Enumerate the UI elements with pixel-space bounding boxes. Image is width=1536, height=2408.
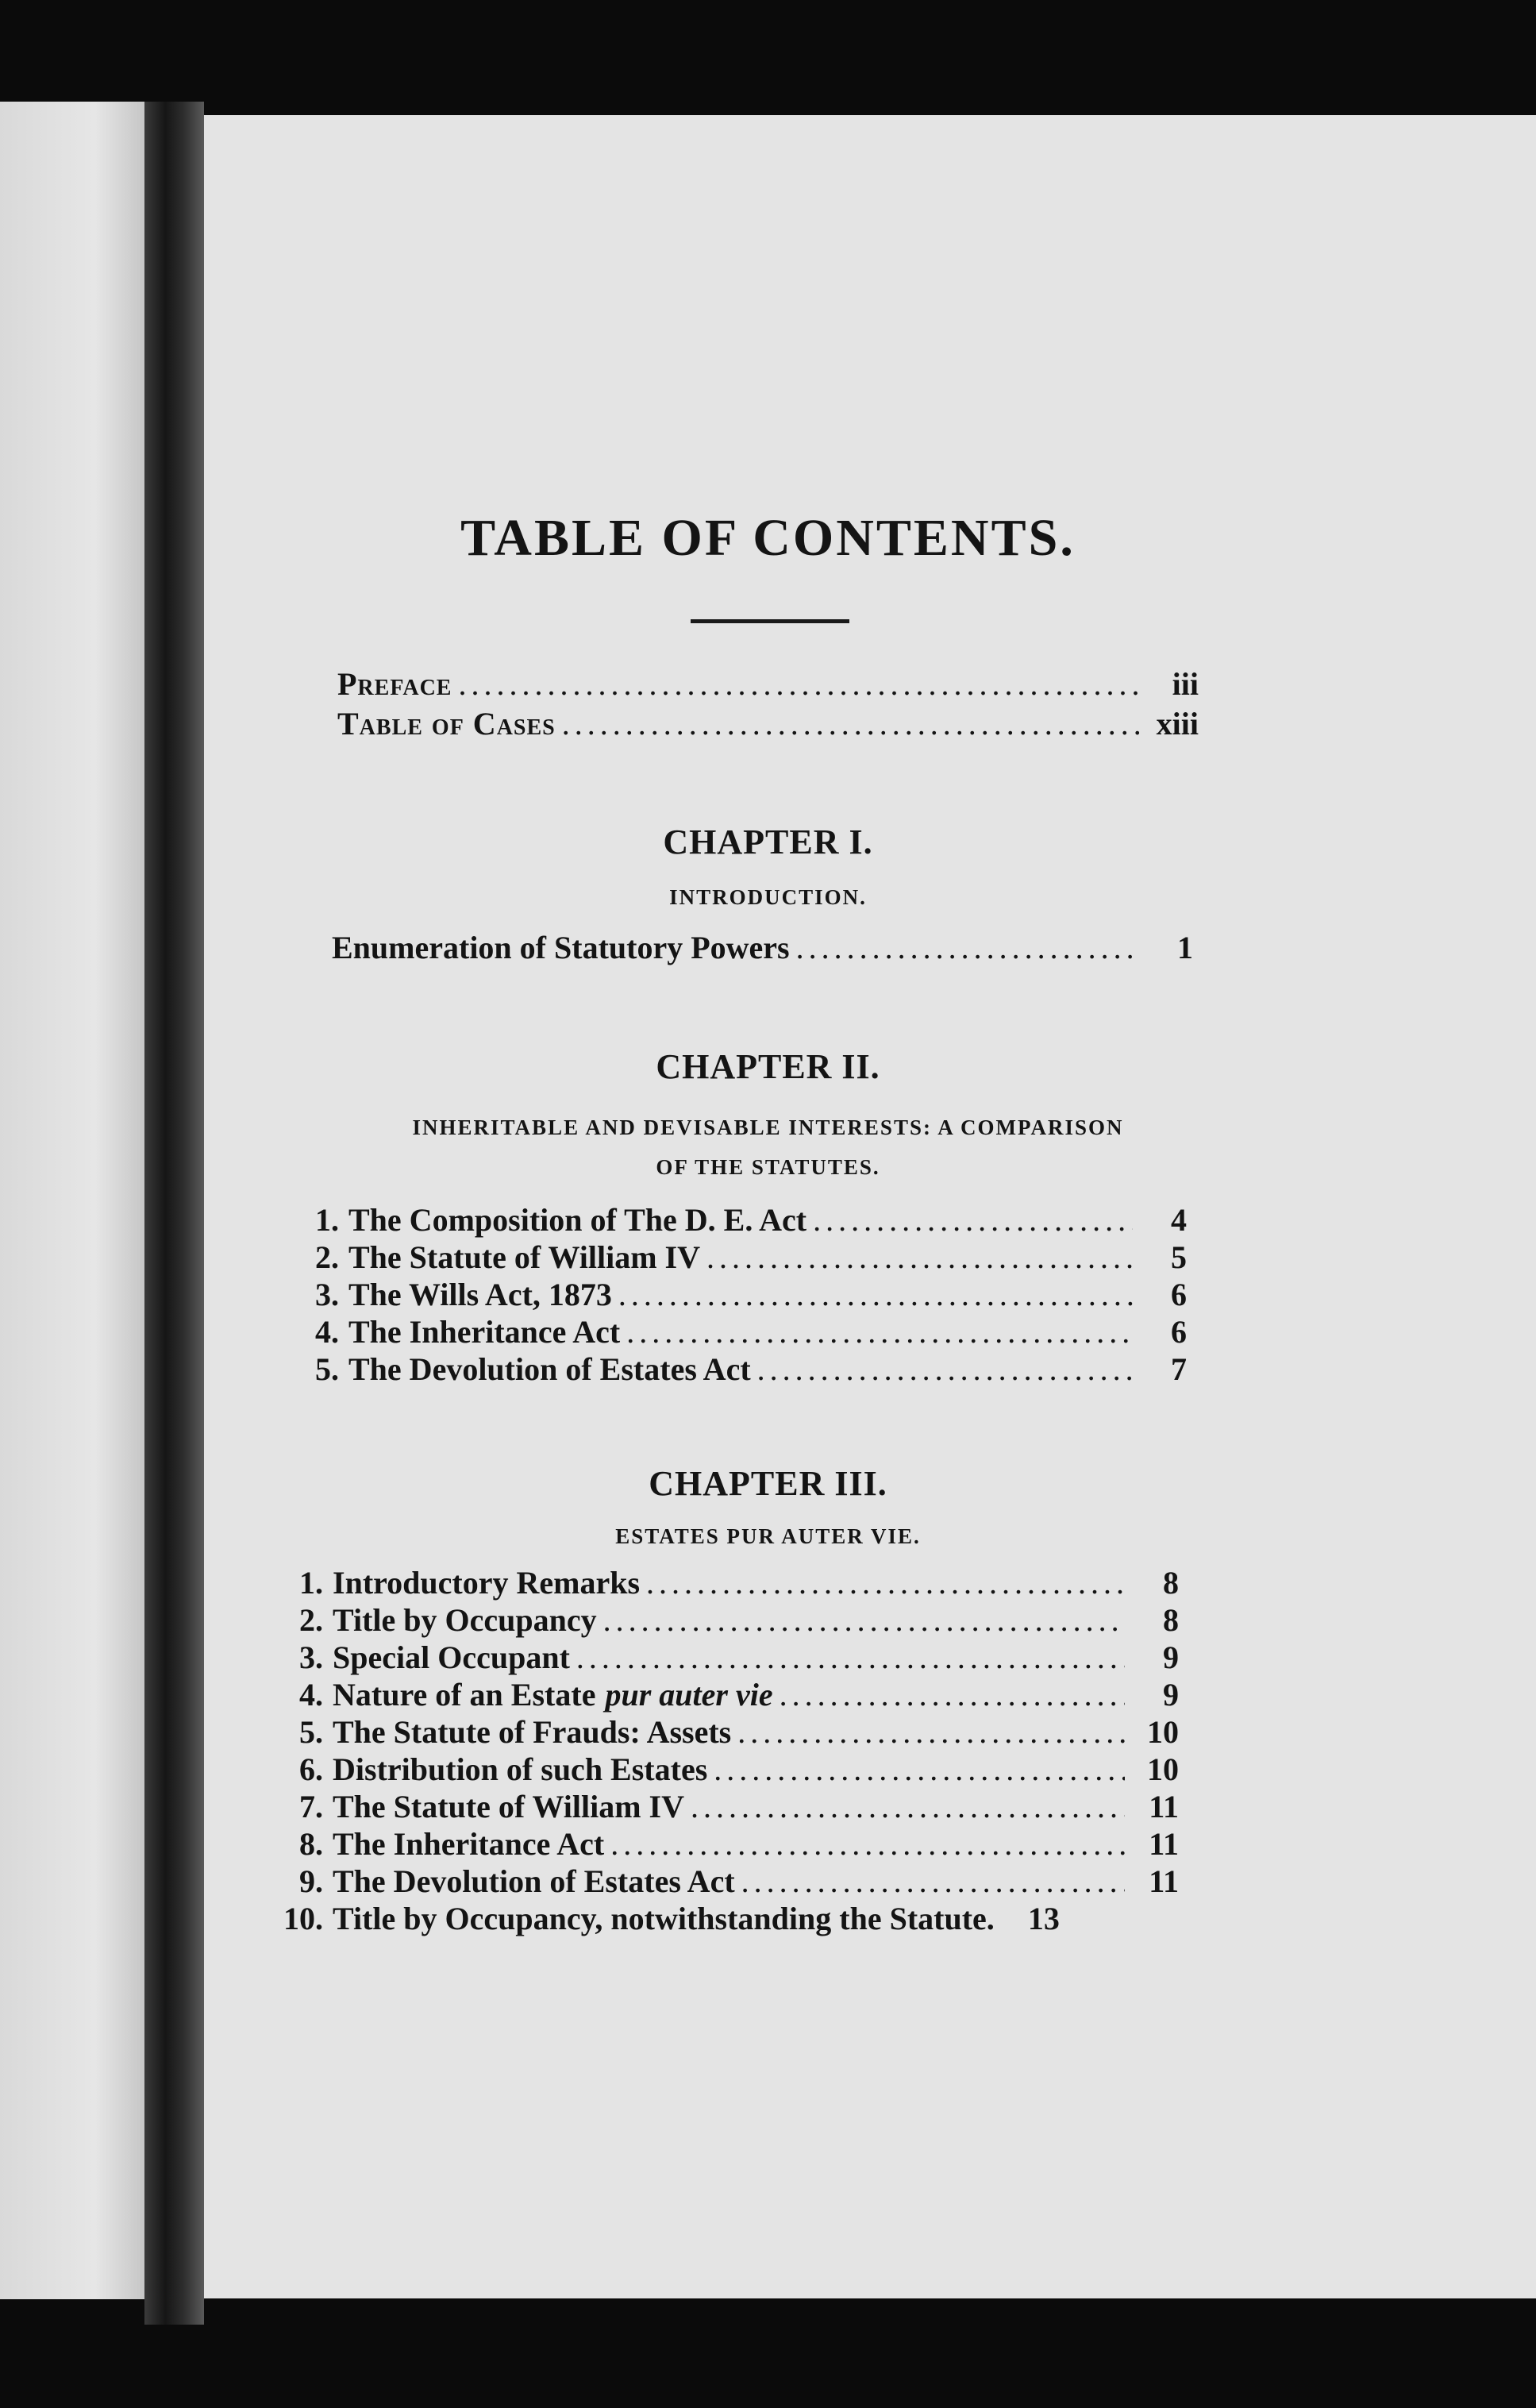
toc-entry-table-of-cases — [337, 705, 1199, 746]
entry-page: 9 — [1163, 1639, 1179, 1675]
toc-entry — [274, 1900, 1179, 1941]
entry-text: The Statute of Frauds: Assets — [333, 1714, 732, 1750]
entry-number: 7. — [299, 1789, 323, 1824]
entry-text: Title by Occupancy, notwithstanding the Statute. — [333, 1901, 995, 1936]
dot-leader — [780, 1676, 1125, 1713]
dot-leader — [626, 1313, 1133, 1350]
entry-text: The Inheritance Act — [348, 1314, 621, 1350]
toc-entry — [332, 929, 1193, 970]
entry-number: 2. — [299, 1602, 323, 1638]
toc-entry — [274, 1863, 1179, 1904]
toc-entry — [290, 1276, 1187, 1317]
dot-leader — [691, 1788, 1125, 1825]
entry-number: 1. — [315, 1202, 339, 1238]
toc-entry — [274, 1639, 1179, 1680]
dot-leader — [741, 1863, 1125, 1900]
toc-entry — [290, 1313, 1187, 1354]
dot-leader — [610, 1825, 1125, 1863]
entry-text: The Statute of William IV — [333, 1789, 684, 1824]
toc-entry-preface — [337, 665, 1199, 707]
facing-page-edge — [0, 102, 159, 2299]
toc-entry — [274, 1676, 1179, 1717]
entry-text: The Devolution of Estates Act — [333, 1863, 735, 1899]
entry-number: 10. — [283, 1901, 323, 1936]
entry-text: Special Occupant — [333, 1639, 570, 1675]
entry-text: Nature of an Estate — [333, 1677, 596, 1713]
entry-number: 9. — [299, 1863, 323, 1899]
entry-page: 11 — [1149, 1826, 1179, 1862]
chapter-1-heading: CHAPTER I. — [663, 823, 873, 861]
entry-page: 6 — [1171, 1314, 1187, 1350]
book-spine-shadow — [144, 102, 204, 2325]
dot-leader — [646, 1564, 1125, 1601]
entry-number: 1. — [299, 1565, 323, 1601]
entry-page: xiii — [1156, 706, 1199, 742]
entry-number: 2. — [315, 1239, 339, 1275]
entry-number: 4. — [299, 1677, 323, 1713]
toc-entry — [274, 1713, 1179, 1755]
entry-text: Title by Occupancy — [333, 1602, 597, 1638]
dot-leader — [714, 1751, 1125, 1788]
toc-entry — [290, 1350, 1187, 1392]
entry-page: 8 — [1163, 1565, 1179, 1601]
toc-entry — [290, 1239, 1187, 1280]
entry-page: 7 — [1171, 1351, 1187, 1387]
dot-leader — [458, 665, 1145, 703]
entry-text: The Composition of The D. E. Act — [348, 1202, 807, 1238]
entry-page: 5 — [1171, 1239, 1187, 1275]
entry-number: 6. — [299, 1751, 323, 1787]
entry-page: 1 — [1177, 930, 1193, 965]
entry-text: The Inheritance Act — [333, 1826, 605, 1862]
chapter-3-heading: CHAPTER III. — [649, 1464, 887, 1503]
toc-entry — [274, 1751, 1179, 1792]
page-title: TABLE OF CONTENTS. — [460, 509, 1076, 567]
chapter-2-subtitle-line-2: OF THE STATUTES. — [656, 1155, 880, 1179]
toc-entry — [274, 1601, 1179, 1643]
dot-leader — [757, 1350, 1133, 1388]
entry-text: Table of Cases — [337, 706, 556, 742]
entry-page: 13 — [1027, 1901, 1060, 1936]
entry-text: The Wills Act, 1873 — [348, 1277, 612, 1312]
entry-text: Preface — [337, 666, 452, 702]
dot-leader — [618, 1276, 1133, 1313]
entry-page: 11 — [1149, 1789, 1179, 1824]
dot-leader — [576, 1639, 1125, 1676]
title-rule — [691, 619, 849, 623]
dot-leader — [706, 1239, 1133, 1276]
entry-number: 8. — [299, 1826, 323, 1862]
entry-text-italic: pur auter vie — [605, 1677, 773, 1713]
chapter-2-heading: CHAPTER II. — [656, 1047, 880, 1086]
toc-entry — [290, 1201, 1187, 1243]
toc-entry — [274, 1788, 1179, 1829]
entry-page: 4 — [1171, 1202, 1187, 1238]
entry-number: 3. — [299, 1639, 323, 1675]
entry-text: Enumeration of Statutory Powers — [332, 930, 790, 965]
chapter-3-subtitle: ESTATES PUR AUTER VIE. — [615, 1524, 921, 1548]
chapter-1-subtitle: INTRODUCTION. — [669, 885, 867, 909]
entry-page: 10 — [1147, 1714, 1179, 1750]
entry-page: 11 — [1149, 1863, 1179, 1899]
dot-leader — [796, 929, 1139, 966]
entry-number: 4. — [315, 1314, 339, 1350]
entry-number: 5. — [315, 1351, 339, 1387]
entry-number: 3. — [315, 1277, 339, 1312]
entry-text: Distribution of such Estates — [333, 1751, 708, 1787]
entry-text: The Statute of William IV — [348, 1239, 700, 1275]
entry-page: iii — [1172, 666, 1199, 702]
dot-leader — [813, 1201, 1133, 1239]
toc-entry — [274, 1825, 1179, 1867]
dot-leader — [562, 705, 1145, 742]
dot-leader — [603, 1601, 1125, 1639]
entry-page: 10 — [1147, 1751, 1179, 1787]
dot-leader — [737, 1713, 1125, 1751]
entry-text: Introductory Remarks — [333, 1565, 641, 1601]
entry-text: The Devolution of Estates Act — [348, 1351, 751, 1387]
entry-page: 6 — [1171, 1277, 1187, 1312]
entry-number: 5. — [299, 1714, 323, 1750]
entry-page: 8 — [1163, 1602, 1179, 1638]
toc-entry — [274, 1564, 1179, 1605]
entry-page: 9 — [1163, 1677, 1179, 1713]
chapter-2-subtitle-line-1: INHERITABLE AND DEVISABLE INTERESTS: A COMPARISON — [412, 1115, 1124, 1139]
